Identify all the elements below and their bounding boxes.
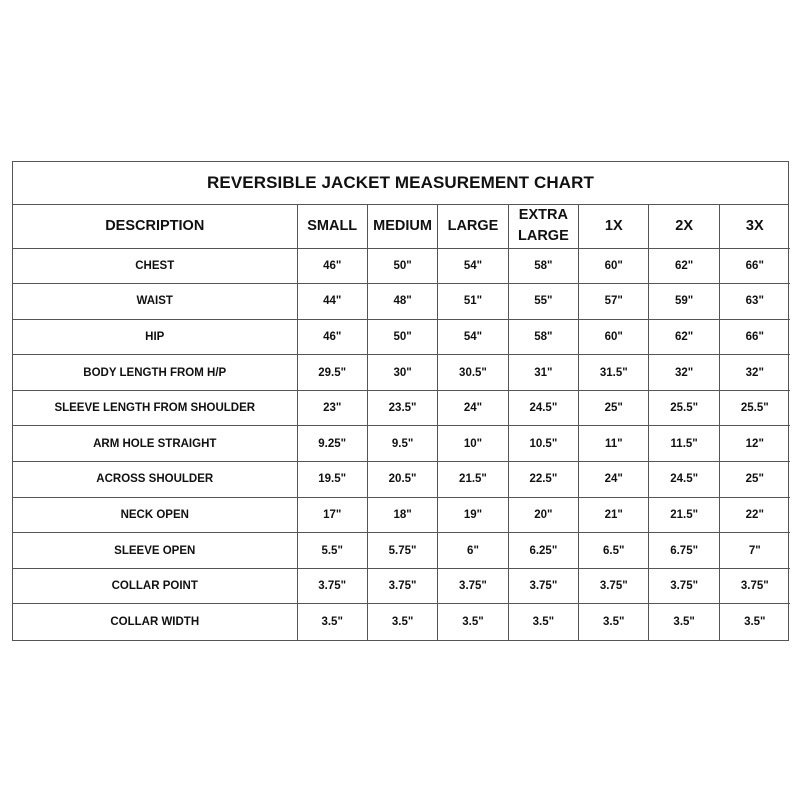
table-row (13, 462, 790, 498)
measurement-table (13, 205, 790, 640)
cell-2x: 11.5" (649, 426, 719, 462)
cell-1x: 60" (579, 319, 649, 355)
header-row (13, 205, 790, 248)
cell-small: 29.5" (297, 355, 367, 391)
cell-1x: 3.5" (579, 604, 649, 640)
cell-3x: 32" (719, 355, 789, 391)
cell-1x: 24" (579, 462, 649, 498)
cell-2x: 3.75" (649, 568, 719, 604)
cell-extra-large: 22.5" (508, 462, 578, 498)
table-body (13, 248, 790, 640)
cell-1x: 3.75" (579, 568, 649, 604)
cell-3x: 7" (719, 533, 789, 569)
cell-large: 6" (438, 533, 508, 569)
column-header-large: LARGE (438, 205, 508, 248)
chart-title: REVERSIBLE JACKET MEASUREMENT CHART (13, 162, 788, 205)
cell-large: 51" (438, 284, 508, 320)
cell-large: 54" (438, 248, 508, 284)
cell-small: 9.25" (297, 426, 367, 462)
cell-large: 3.5" (438, 604, 508, 640)
cell-3x: 63" (719, 284, 789, 320)
cell-3x: 3.75" (719, 568, 789, 604)
cell-small: 46" (297, 248, 367, 284)
cell-2x: 62" (649, 319, 719, 355)
cell-extra-large: 31" (508, 355, 578, 391)
cell-large: 3.75" (438, 568, 508, 604)
cell-large: 30.5" (438, 355, 508, 391)
row-label: CHEST (13, 248, 297, 284)
cell-medium: 3.5" (367, 604, 437, 640)
row-label: SLEEVE OPEN (13, 533, 297, 569)
cell-small: 44" (297, 284, 367, 320)
cell-3x: 22" (719, 497, 789, 533)
cell-3x: 66" (719, 248, 789, 284)
cell-medium: 48" (367, 284, 437, 320)
cell-3x: 12" (719, 426, 789, 462)
table-row (13, 604, 790, 640)
cell-medium: 50" (367, 248, 437, 284)
cell-small: 3.5" (297, 604, 367, 640)
cell-medium: 20.5" (367, 462, 437, 498)
cell-2x: 59" (649, 284, 719, 320)
cell-small: 23" (297, 390, 367, 426)
cell-small: 3.75" (297, 568, 367, 604)
row-label: BODY LENGTH FROM H/P (13, 355, 297, 391)
column-header-1x: 1X (579, 205, 649, 248)
measurement-chart (12, 161, 789, 641)
table-row (13, 319, 790, 355)
cell-1x: 25" (579, 390, 649, 426)
cell-large: 24" (438, 390, 508, 426)
row-label: COLLAR POINT (13, 568, 297, 604)
table-row (13, 533, 790, 569)
cell-1x: 60" (579, 248, 649, 284)
table-row (13, 568, 790, 604)
cell-medium: 30" (367, 355, 437, 391)
cell-medium: 18" (367, 497, 437, 533)
cell-1x: 6.5" (579, 533, 649, 569)
cell-small: 17" (297, 497, 367, 533)
cell-1x: 57" (579, 284, 649, 320)
cell-1x: 31.5" (579, 355, 649, 391)
cell-2x: 6.75" (649, 533, 719, 569)
cell-large: 54" (438, 319, 508, 355)
cell-extra-large: 24.5" (508, 390, 578, 426)
cell-extra-large: 58" (508, 319, 578, 355)
row-label: HIP (13, 319, 297, 355)
table-row (13, 284, 790, 320)
cell-extra-large: 10.5" (508, 426, 578, 462)
cell-medium: 5.75" (367, 533, 437, 569)
table-row (13, 355, 790, 391)
row-label: ACROSS SHOULDER (13, 462, 297, 498)
row-label: NECK OPEN (13, 497, 297, 533)
cell-2x: 21.5" (649, 497, 719, 533)
table-row (13, 426, 790, 462)
cell-extra-large: 20" (508, 497, 578, 533)
cell-2x: 32" (649, 355, 719, 391)
cell-large: 10" (438, 426, 508, 462)
cell-2x: 25.5" (649, 390, 719, 426)
cell-1x: 11" (579, 426, 649, 462)
cell-3x: 66" (719, 319, 789, 355)
cell-extra-large: 3.75" (508, 568, 578, 604)
cell-3x: 25.5" (719, 390, 789, 426)
column-header-small: SMALL (297, 205, 367, 248)
column-header-description: DESCRIPTION (13, 205, 297, 248)
cell-medium: 23.5" (367, 390, 437, 426)
cell-medium: 3.75" (367, 568, 437, 604)
cell-2x: 3.5" (649, 604, 719, 640)
table-row (13, 497, 790, 533)
column-header-3x: 3X (719, 205, 789, 248)
cell-small: 46" (297, 319, 367, 355)
cell-large: 21.5" (438, 462, 508, 498)
cell-extra-large: 3.5" (508, 604, 578, 640)
cell-1x: 21" (579, 497, 649, 533)
cell-large: 19" (438, 497, 508, 533)
cell-3x: 3.5" (719, 604, 789, 640)
cell-medium: 50" (367, 319, 437, 355)
row-label: COLLAR WIDTH (13, 604, 297, 640)
column-header-2x: 2X (649, 205, 719, 248)
column-header-extra-large: EXTRA LARGE (508, 205, 578, 248)
cell-2x: 24.5" (649, 462, 719, 498)
cell-extra-large: 58" (508, 248, 578, 284)
cell-3x: 25" (719, 462, 789, 498)
row-label: ARM HOLE STRAIGHT (13, 426, 297, 462)
table-row (13, 248, 790, 284)
row-label: WAIST (13, 284, 297, 320)
column-header-medium: MEDIUM (367, 205, 437, 248)
table-row (13, 390, 790, 426)
cell-extra-large: 55" (508, 284, 578, 320)
row-label: SLEEVE LENGTH FROM SHOULDER (13, 390, 297, 426)
cell-small: 5.5" (297, 533, 367, 569)
cell-medium: 9.5" (367, 426, 437, 462)
cell-small: 19.5" (297, 462, 367, 498)
cell-2x: 62" (649, 248, 719, 284)
cell-extra-large: 6.25" (508, 533, 578, 569)
